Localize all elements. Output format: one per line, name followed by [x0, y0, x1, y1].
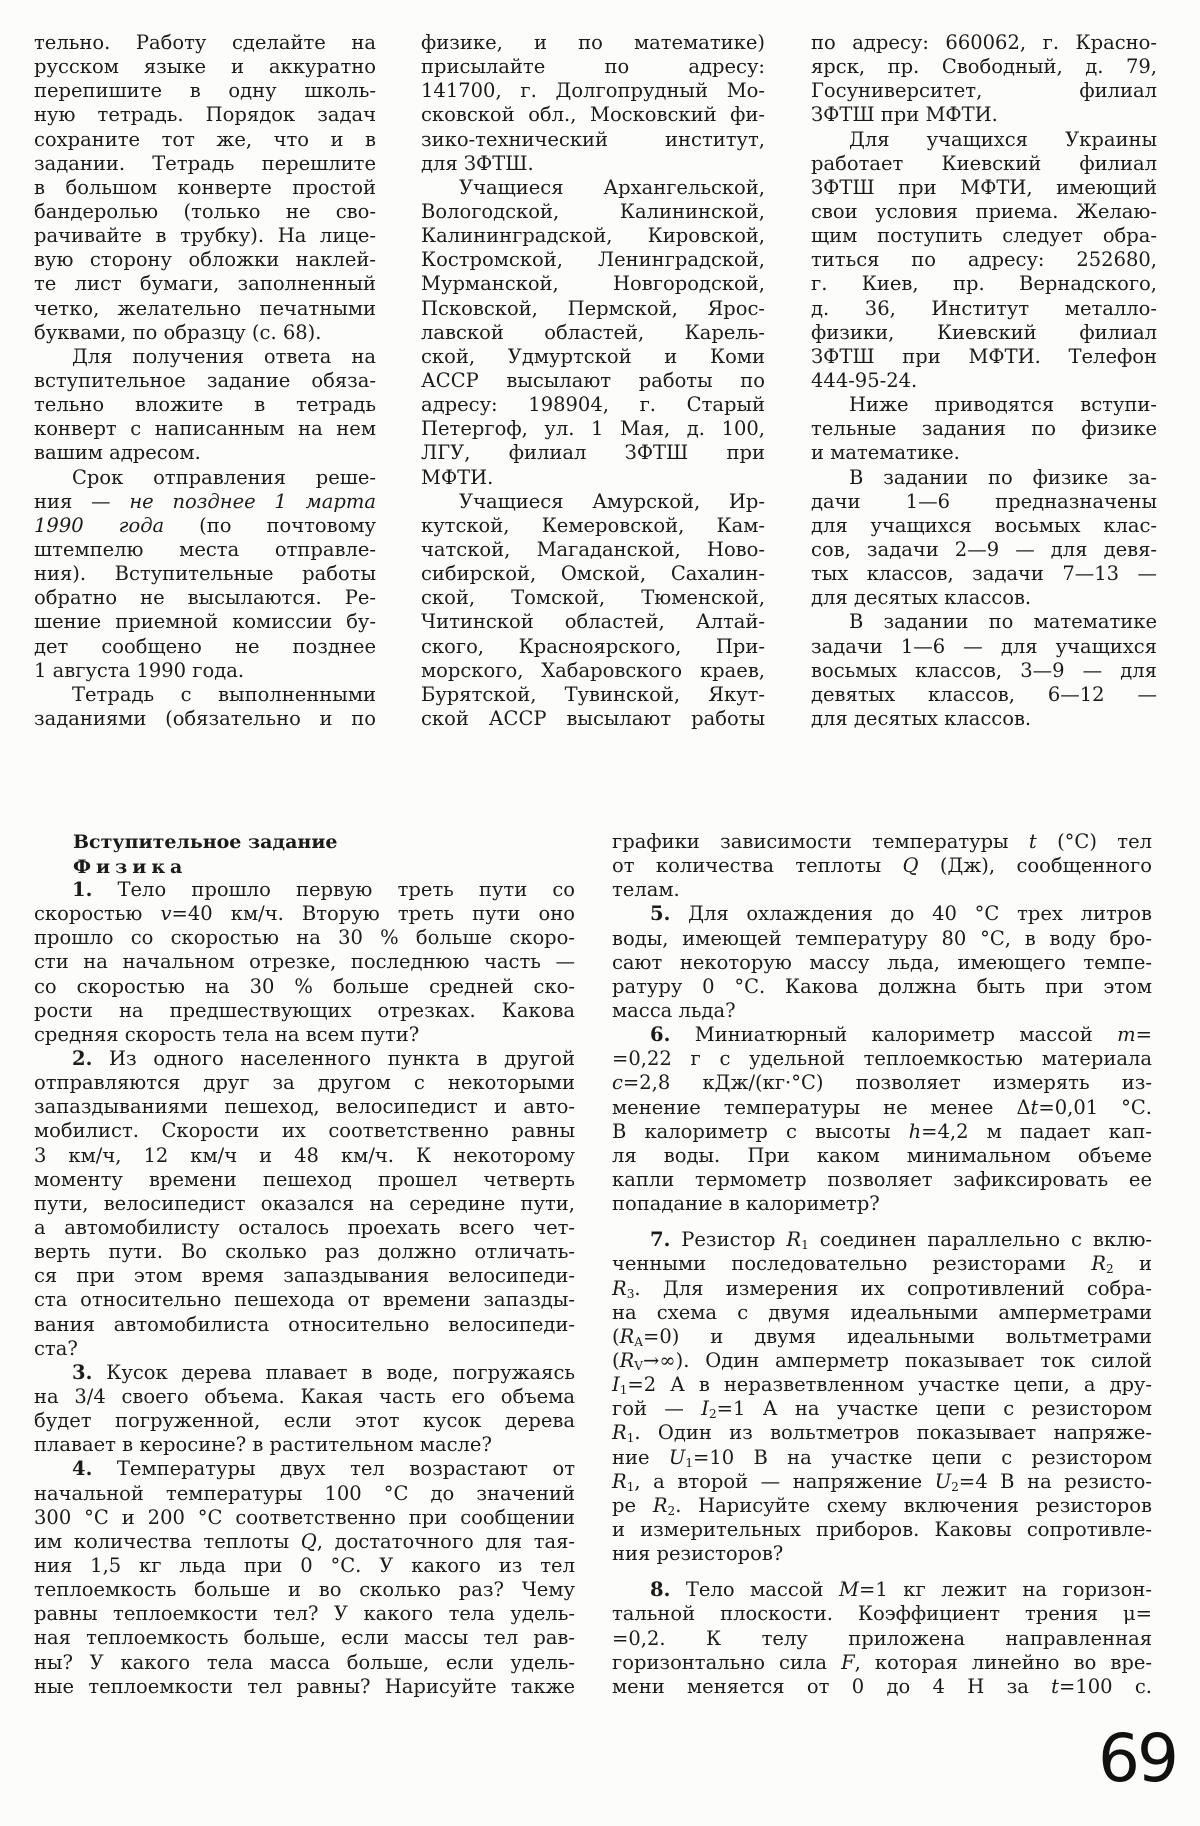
text-segment: Температуры двух тел возрастают от [92, 1457, 575, 1481]
text-line: ны? У какого тела масса больше, если удель- [34, 1650, 575, 1674]
text-line: капли термометр позволяет зафиксировать ее [612, 1167, 1152, 1191]
math-variable: M [839, 1578, 859, 1602]
text-line: работает Киевский филиал [811, 151, 1157, 175]
math-variable: R [619, 1324, 635, 1348]
text-line: ная теплоемкость больше, если массы тел рав- [34, 1626, 575, 1650]
paragraph [811, 393, 1157, 465]
text-segment: =4,2 м падает кап- [921, 1119, 1152, 1143]
text-segment: Миниатюрный калориметр массой [670, 1023, 1118, 1047]
text-line: воды, имеющей температуру 80 °С, в воду бро- [612, 926, 1152, 950]
paragraph [612, 1578, 1152, 1699]
subscript: 1 [626, 1431, 635, 1446]
text-line: =0,2. К телу приложена направленная [612, 1626, 1152, 1650]
text-line [612, 1397, 1152, 1421]
text-line: дачи 1—6 предназначены [811, 489, 1157, 513]
text-segment: =1 кг лежит на горизон- [859, 1578, 1152, 1602]
intro-column-3 [811, 31, 1157, 731]
text-line: сковской обл., Московский фи- [421, 103, 765, 127]
text-line: Читинской областей, Алтай- [421, 610, 765, 634]
math-variable: U [934, 1469, 952, 1493]
text-line [612, 1470, 1152, 1494]
text-line [612, 1325, 1152, 1349]
text-segment: мени меняется от 0 до 4 Н за [612, 1674, 1052, 1698]
text-segment: Кусок дерева плавает в воде, погружаясь [92, 1360, 575, 1384]
text-line [34, 514, 376, 538]
text-line [612, 1120, 1152, 1144]
text-line [612, 1421, 1152, 1445]
text-line: Вологодской, Калининской, [421, 199, 765, 223]
problem-number: 7. [650, 1228, 671, 1252]
text-line: буквами, по образцу (с. 68). [34, 320, 322, 344]
text-segment: ( [612, 1348, 620, 1372]
math-variable: R [1091, 1252, 1107, 1276]
text-line: тых классов, задачи 7—13 — [811, 562, 1157, 586]
math-variable: t [1028, 830, 1037, 853]
text-segment: В калориметр с высоты [612, 1119, 909, 1143]
math-variable: R [612, 1421, 627, 1445]
subscript: 3 [626, 1286, 635, 1301]
text-segment: =2 А в неразветвленном участке цепи, а дру- [627, 1373, 1152, 1397]
text-line: тельно вложите в тетрадь [34, 393, 376, 417]
intro-column-1 [34, 31, 376, 731]
text-line [34, 490, 376, 514]
text-line: вания автомобилиста относительно велосипеди- [34, 1312, 575, 1336]
text-segment: , достаточного для тая- [316, 1529, 575, 1553]
text-line: присылайте по адресу: [421, 55, 765, 79]
text-segment: Тело массой [670, 1578, 840, 1602]
text-segment: (Дж), сообщенного [918, 854, 1152, 878]
text-line: сов, задачи 2—9 — для девя- [811, 537, 1157, 561]
text-line: ратуру 0 °С. Какова должна быть при этом [612, 974, 1152, 998]
text-segment: =1 А на участке цепи с резистором [716, 1397, 1152, 1421]
text-line: В задании по математике [849, 610, 1157, 634]
text-line: титься по адресу: 252680, [811, 248, 1157, 272]
text-line: Для получения ответа на [72, 344, 376, 368]
paragraph [421, 176, 765, 490]
text-line [612, 1228, 1152, 1252]
text-line: ся при этом время запаздывания велосипеди- [34, 1264, 575, 1288]
problem-number: 6. [650, 1023, 671, 1047]
text-line: для учащихся восьмых клас- [811, 513, 1157, 537]
text-line: плавает в керосине? в растительном масле? [34, 1433, 492, 1457]
problem-number: 1. [72, 878, 93, 901]
text-segment: гой — [612, 1397, 702, 1421]
text-line [612, 1651, 1152, 1675]
text-line: Учащиеся Амурской, Ир- [459, 489, 765, 513]
text-line [612, 854, 1152, 878]
math-variable: R [619, 1348, 635, 1372]
paragraph [34, 1047, 575, 1361]
text-segment: →∞). Один амперметр показывает ток силой [643, 1348, 1152, 1372]
text-line: ные теплоемкости тел равны? Нарисуйте также [34, 1674, 575, 1698]
text-segment: ние [612, 1445, 669, 1469]
text-line [612, 1675, 1152, 1699]
text-line: тельно. Работу сделайте на [34, 31, 376, 54]
subscript: 1 [801, 1238, 809, 1253]
text-segment: от количества теплоты [612, 854, 903, 878]
text-line: задании. Тетрадь перешлите [34, 151, 376, 175]
text-segment: и [1113, 1252, 1152, 1276]
text-line: а автомобилисту осталось проехать всего чет- [34, 1215, 575, 1239]
text-line: и математике. [811, 441, 960, 465]
text-line: равны теплоемкости тел? У какого тела удель- [34, 1602, 575, 1626]
math-variable: Q [300, 1529, 317, 1553]
text-line [34, 878, 575, 902]
text-line: рачивайте в трубку). На лице- [34, 224, 376, 248]
text-segment: Тело прошло первую треть пути со [92, 878, 575, 901]
text-line: 3 км/ч, 12 км/ч и 48 км/ч. К некоторому [34, 1143, 575, 1167]
text-line: русском языке и аккуратно [34, 55, 376, 79]
math-variable: Q [902, 854, 919, 878]
text-segment: (°С) тел [1036, 830, 1152, 853]
text-line: на 3/4 своего объема. Какая часть его объема [34, 1384, 575, 1408]
text-line [34, 1457, 575, 1481]
text-line: морского, Хабаровского краев, [421, 658, 765, 682]
subscript: 1 [685, 1455, 693, 1470]
paragraph [811, 128, 1157, 394]
text-line: штемпелю места отправле- [34, 537, 376, 561]
text-line: тальной плоскости. Коэффициент трения μ= [612, 1602, 1152, 1626]
paragraph [811, 466, 1157, 611]
text-line: Тетрадь с выполненными [72, 682, 376, 706]
math-variable: I [701, 1397, 709, 1421]
text-line: пути, велосипедист оказался на середине пути, [34, 1191, 575, 1215]
text-line [612, 830, 1152, 854]
text-line: ния 1,5 кг льда при 0 °С. У какого из тел [34, 1553, 575, 1577]
text-line: восьмых классов, 3—9 — для [811, 658, 1157, 682]
text-segment: =10 В на участке цепи с резистором [693, 1445, 1153, 1469]
text-line: ской, Удмуртской и Коми [421, 344, 765, 368]
text-segment: . Нарисуйте схему включения резисторов [675, 1493, 1152, 1517]
text-line: 300 °С и 200 °С соответственно при сообщении [34, 1505, 575, 1529]
text-line: теплоемкость больше и во сколько раз? Чему [34, 1578, 575, 1602]
text-line: бандеролью (только не сво- [34, 199, 376, 223]
text-line: начальной температуры 100 °С до значений [34, 1481, 575, 1505]
text-line: запаздываниями пешеход, велосипедист и авто- [34, 1095, 575, 1119]
text-line [612, 1071, 1152, 1095]
text-segment: . Для измерения их сопротивлений собра- [634, 1276, 1152, 1300]
text-line: ния резисторов? [612, 1542, 784, 1566]
text-segment: . Один из вольтметров показывает напряже- [634, 1421, 1152, 1445]
text-segment: скоростью [34, 902, 161, 926]
text-line: ста? [34, 1336, 78, 1360]
text-segment: горизонтально сила [612, 1650, 842, 1674]
math-variable: h [908, 1119, 922, 1143]
problem-number: 2. [72, 1046, 93, 1070]
text-line: д. 36, Институт металло- [811, 296, 1157, 320]
paragraph [34, 345, 376, 466]
text-line [34, 1361, 575, 1385]
text-line: кутской, Кемеровской, Кам- [421, 513, 765, 537]
text-line: ную тетрадь. Порядок задач [34, 103, 376, 127]
problem-number: 3. [72, 1360, 93, 1384]
text-line: четко, желательно печатными [34, 296, 376, 320]
text-line: и измерительных приборов. Каковы сопротивле- [612, 1517, 1152, 1541]
text-line [612, 1373, 1152, 1397]
text-line [612, 1349, 1152, 1373]
text-line: обратно не высылаются. Ре- [34, 586, 376, 610]
math-variable: R [652, 1493, 668, 1517]
text-line [612, 1578, 1152, 1602]
text-line: те лист бумаги, заполненный [34, 272, 376, 296]
math-variable: R [612, 1469, 627, 1493]
text-segment: Для охлаждения до 40 °С трех литров [670, 902, 1152, 926]
text-line: телам. [612, 878, 680, 902]
subscript: 2 [667, 1503, 676, 1518]
paragraph [34, 1457, 575, 1698]
paragraph [421, 31, 765, 176]
text-line: для ЗФТШ. [421, 151, 534, 175]
text-segment: (по почтовому [164, 513, 376, 537]
paragraph [612, 1228, 1152, 1566]
text-line: ского, Красноярского, При- [421, 634, 765, 658]
text-line: щим поступить следует обра- [811, 224, 1157, 248]
text-line [612, 1494, 1152, 1518]
text-line: Ниже приводятся вступи- [849, 393, 1157, 417]
subscript: 2 [951, 1479, 959, 1494]
text-line: =0,22 г с удельной теплоемкостью материала [612, 1047, 1152, 1071]
text-line: зико-технический институт, [421, 127, 765, 151]
text-line: для десятых классов. [811, 586, 1032, 610]
text-segment: ( [612, 1324, 620, 1348]
paragraph [811, 31, 1157, 128]
text-line: Псковской, Пермской, Ярос- [421, 296, 765, 320]
text-line [34, 902, 575, 926]
text-line: ской АССР высылают работы [421, 706, 765, 730]
text-line: Срок отправления реше- [72, 465, 376, 489]
physics-problems-column-2 [612, 830, 1152, 1699]
math-variable: 1990 года [34, 513, 165, 537]
text-segment: менение температуры не менее Δ [612, 1095, 1031, 1119]
math-variable: c [612, 1071, 623, 1095]
text-line: ярск, пр. Свободный, д. 79, [811, 55, 1157, 79]
text-line: мобилист. Скорости их соответственно равны [34, 1119, 575, 1143]
text-segment: =100 с. [1059, 1674, 1152, 1698]
text-line: ской, Томской, Тюменской, [421, 586, 765, 610]
assignment-heading: Вступительное задание [73, 831, 338, 853]
text-line: отправляются друг за другом с некоторыми [34, 1071, 575, 1095]
subscript: A [634, 1334, 644, 1349]
paragraph [34, 1361, 575, 1458]
text-line: 1 августа 1990 года. [34, 658, 245, 682]
text-line: конверт с написанным на нем [34, 417, 376, 441]
text-line: сти на начальном отрезке, последнюю часть — [34, 950, 575, 974]
text-line: МФТИ. [421, 465, 494, 489]
text-line: сибирской, Омской, Сахалин- [421, 562, 765, 586]
paragraph [34, 466, 376, 683]
text-line: АССР высылают работы по [421, 368, 765, 392]
paragraph [34, 683, 376, 731]
text-line: Петергоф, ул. 1 Мая, д. 100, [421, 417, 765, 441]
text-segment: =40 км/ч. Вторую треть пути оно [171, 902, 575, 926]
text-segment: =2,8 кДж/(кг·°С) позволяет измерять из- [622, 1071, 1152, 1095]
subscript: 1 [626, 1479, 635, 1494]
text-line: Бурятской, Тувинской, Якут- [421, 682, 765, 706]
text-line: в большом конверте простой [34, 175, 376, 199]
text-segment: =4 В на резисто- [958, 1469, 1152, 1493]
text-line [612, 1096, 1152, 1120]
paragraph [612, 1023, 1152, 1216]
text-line [612, 1252, 1152, 1276]
text-line: физики, Киевский филиал [811, 320, 1157, 344]
subscript: 2 [708, 1407, 717, 1422]
math-variable: m [1117, 1023, 1136, 1047]
text-line: В задании по физике за- [849, 465, 1157, 489]
text-line: сохраните тот же, что и в [34, 127, 376, 151]
problem-number: 8. [650, 1578, 671, 1602]
text-segment: , которая линейно во вре- [854, 1650, 1152, 1674]
text-line: 141700, г. Долгопрудный Мо- [421, 79, 765, 103]
text-line: Костромской, Ленинградской, [421, 248, 765, 272]
text-line: вашим адресом. [34, 441, 201, 465]
math-variable: t [1051, 1674, 1059, 1698]
math-variable: U [668, 1445, 686, 1469]
text-line: ЗФТШ при МФТИ. Телефон [811, 344, 1157, 368]
paragraph [34, 31, 376, 345]
text-line: моменту времени пешеход прошел четверть [34, 1167, 575, 1191]
text-line: физике, и по математике) [421, 31, 765, 54]
text-line: средняя скорость тела на всем пути? [34, 1022, 420, 1046]
subject-heading: Физика [73, 856, 188, 878]
math-variable: I [612, 1373, 620, 1397]
text-line: дет сообщено не позднее [34, 634, 376, 658]
text-line: ста относительно пешехода от времени запазды- [34, 1288, 575, 1312]
page-number: 69 [1098, 1720, 1176, 1797]
text-line: сают некоторую массу льда, имеющего темпе- [612, 950, 1152, 974]
text-line: вую сторону обложки наклей- [34, 248, 376, 272]
problem-number: 4. [72, 1457, 93, 1481]
text-line: девятых классов, 6—12 — [811, 682, 1157, 706]
text-segment: им количества теплоты [34, 1529, 301, 1553]
math-variable: R [612, 1276, 627, 1300]
text-segment: графики зависимости температуры [612, 830, 1029, 853]
text-segment: =0) и двумя идеальными вольтметрами [643, 1324, 1152, 1348]
math-variable: не позднее 1 марта [129, 489, 376, 513]
text-line: заданиями (обязательно и по [34, 706, 376, 730]
subscript: V [634, 1358, 644, 1373]
text-line: Калининградской, Кировской, [421, 224, 765, 248]
text-line: Для учащихся Украины [849, 127, 1157, 151]
text-line [612, 1446, 1152, 1470]
paragraph [811, 610, 1157, 731]
text-line: будет погруженной, если этот кусок дерева [34, 1409, 575, 1433]
problem-number: 5. [650, 902, 671, 926]
text-segment: ния — [34, 489, 130, 513]
text-line: Госуниверситет, филиал [811, 79, 1157, 103]
text-line: ЗФТШ при МФТИ. [811, 103, 998, 127]
text-segment: , а второй — напряжение [634, 1469, 935, 1493]
text-line: вступительное задание обяза- [34, 368, 376, 392]
text-line: шение приемной комиссии бу- [34, 610, 376, 634]
subscript: 2 [1106, 1262, 1114, 1277]
text-line [34, 1530, 575, 1554]
text-segment: =0,01 °С. [1038, 1095, 1152, 1119]
text-segment: ре [612, 1493, 653, 1517]
text-line: тельные задания по физике [811, 417, 1157, 441]
text-line: адресу: 198904, г. Старый [421, 393, 765, 417]
paragraph [612, 830, 1152, 902]
text-line [612, 902, 1152, 926]
text-line [612, 1277, 1152, 1301]
text-line: масса льда? [612, 998, 736, 1022]
text-line: рости на предшествующих отрезках. Какова [34, 998, 575, 1022]
text-line: со скоростью на 30 % больше средней ско- [34, 974, 575, 998]
text-line [34, 1047, 575, 1071]
intro-column-2 [421, 31, 765, 731]
text-segment: Резистор [670, 1228, 787, 1252]
text-segment: = [1135, 1023, 1152, 1047]
text-line: перепишите в одну школь- [34, 79, 376, 103]
physics-problems-column-1 [34, 878, 575, 1699]
text-line: Учащиеся Архангельской, [459, 175, 765, 199]
text-line: прошло со скоростью на 30 % больше скоро- [34, 926, 575, 950]
math-variable: R [786, 1228, 802, 1252]
text-line: для десятых классов. [811, 706, 1032, 730]
text-line: ЛГУ, филиал ЗФТШ при [421, 441, 765, 465]
text-line: ния). Вступительные работы [34, 562, 376, 586]
text-line: 444-95-24. [811, 368, 918, 392]
math-variable: v [160, 902, 172, 926]
text-segment: Из одного населенного пункта в другой [92, 1046, 575, 1070]
text-line: задачи 1—6 — для учащихся [811, 634, 1157, 658]
text-line: по адресу: 660062, г. Красно- [811, 31, 1157, 54]
paragraph [421, 490, 765, 731]
text-line: Мурманской, Новгородской, [421, 272, 765, 296]
paragraph [34, 878, 575, 1047]
text-line: на схема с двумя идеальными амперметрами [612, 1300, 1152, 1324]
text-line: попадание в калориметр? [612, 1192, 880, 1216]
text-line: ля воды. При каком минимальном объеме [612, 1143, 1152, 1167]
math-variable: F [841, 1650, 855, 1674]
text-line: г. Киев, пр. Вернадского, [811, 272, 1157, 296]
math-variable: t [1030, 1095, 1039, 1119]
text-line: ЗФТШ при МФТИ, имеющий [811, 175, 1157, 199]
text-segment: соединен параллельно с вклю- [808, 1228, 1153, 1252]
text-line: верть пути. Во сколько раз должно отличать- [34, 1240, 575, 1264]
text-line: чатской, Магаданской, Ново- [421, 537, 765, 561]
subscript: 1 [619, 1383, 628, 1398]
text-line: лавской областей, Карель- [421, 320, 765, 344]
paragraph [612, 902, 1152, 1023]
text-segment: ченными последовательно резисторами [612, 1252, 1092, 1276]
text-line: свои условия приема. Желаю- [811, 199, 1157, 223]
text-line [612, 1023, 1152, 1047]
